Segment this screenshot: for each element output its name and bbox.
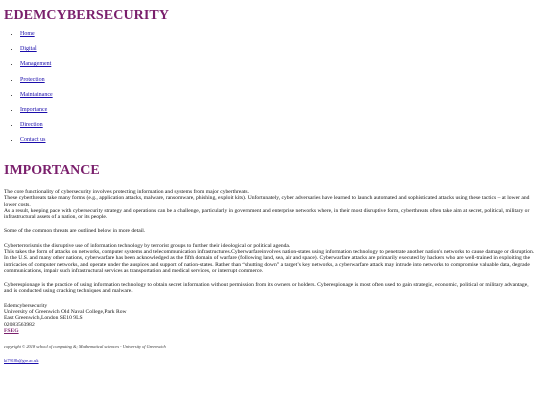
nav-item-protection [20, 77, 536, 84]
nav-link-management[interactable]: Management [20, 61, 52, 68]
nav-link-protection[interactable]: Protection [20, 76, 45, 83]
cyberterrorism-line-2: This takes the form of attacks on networks, computer systems and telecommunication infrastructures.Cyberwarfareinvolves nation-states using information technology to penetrate another nation's networks to cause damage or disruption. In the U.S. and many other nations, cyberwarfare has been acknowledged as the fifth domain of warfare (following land, sea, air and space). Cyberwarfare attacks are primarily executed by hackers who are well-trained in exploiting the intricacies of computer networks, and operate under the auspices and support of nation-states. Rather than “shutting down” a target’s key networks, a cyberwarfare attack may intrude into networks to compromise valuable data, degrade communications, impair such infrastructural services as transportation and medical services, or interrupt commerce. [4, 248, 535, 274]
nav-link-digital[interactable]: Digital [20, 46, 37, 53]
intro-line-3: As a result, keeping pace with cybersecurity strategy and operations can be a challenge, particularly in government and enterprise networks where, in their most disruptive form, cyberthreats often take aim at secret, political, military or infrastructural assets of a nation, or its people. [4, 207, 530, 221]
nav-link-direction[interactable]: Direction [20, 122, 43, 129]
nav-item-contact [20, 137, 536, 144]
intro-paragraph [4, 189, 536, 220]
page [0, 8, 540, 363]
address-line-1: University of Greenwich Old Naval College,Park Row [4, 309, 127, 316]
fseg-wrapper [4, 328, 536, 334]
main-nav [4, 31, 536, 144]
email-link[interactable]: ki7918b@gre.ac.uk [4, 358, 39, 364]
nav-item-maintainance [20, 92, 536, 99]
nav-link-home[interactable]: Home [20, 31, 35, 37]
cyberterrorism-line-1: Cyberterrorismis the disruptive use of information technology by terrorist groups to further their ideological or political agenda. [4, 242, 291, 249]
page-heading: IMPORTANCE [4, 162, 100, 178]
nav-link-importance[interactable]: Importance [20, 106, 48, 113]
nav-item-digital [20, 46, 536, 53]
site-title: EDEMCYBERSECURITY [4, 8, 170, 23]
org-name: Edemcybersecurity [4, 302, 48, 309]
nav-item-home [20, 31, 536, 38]
contact-address [4, 303, 536, 334]
nav-link-contact-us[interactable]: Contact us [20, 137, 46, 144]
nav-item-direction [20, 122, 536, 129]
nav-link-maintainance[interactable]: Maintainance [20, 91, 53, 98]
nav-item-importance [20, 107, 536, 114]
threats-intro-paragraph: Some of the common threats are outlined below in more detail. [4, 228, 146, 235]
intro-line-2: These cyberthreats take many forms (e.g., application attacks, malware, ransomware, phishing, exploit kits). Unfortunately, cyber adversaries have learned to launch automated and sophisticated attacks using these tactics – at lower and lower costs. [4, 195, 530, 208]
phone-number: 02083563982 [4, 321, 35, 328]
nav-item-management [20, 61, 536, 68]
main-content [4, 189, 536, 295]
address-line-2: East Greenwich,London SE10 9LS [4, 315, 83, 322]
cyberespionage-paragraph: Cyberespionage is the practice of using information technology to obtain secret information without permission from its owners or holders. Cyberespionage is most often used to gain strategic, economic, political or military advantage, and is conducted using cracking techniques and malware. [4, 282, 529, 295]
fseg-link[interactable]: FSEG [4, 327, 19, 334]
email-wrapper [4, 358, 536, 363]
intro-line-1: The core functionality of cybersecurity involves protecting information and systems from major cyberthreats. [4, 188, 249, 195]
copyright-text: copyright © 2018 school of computing &; Mathematical sciences - University of Greenwich [4, 344, 166, 350]
cyberterrorism-paragraph [4, 243, 536, 274]
